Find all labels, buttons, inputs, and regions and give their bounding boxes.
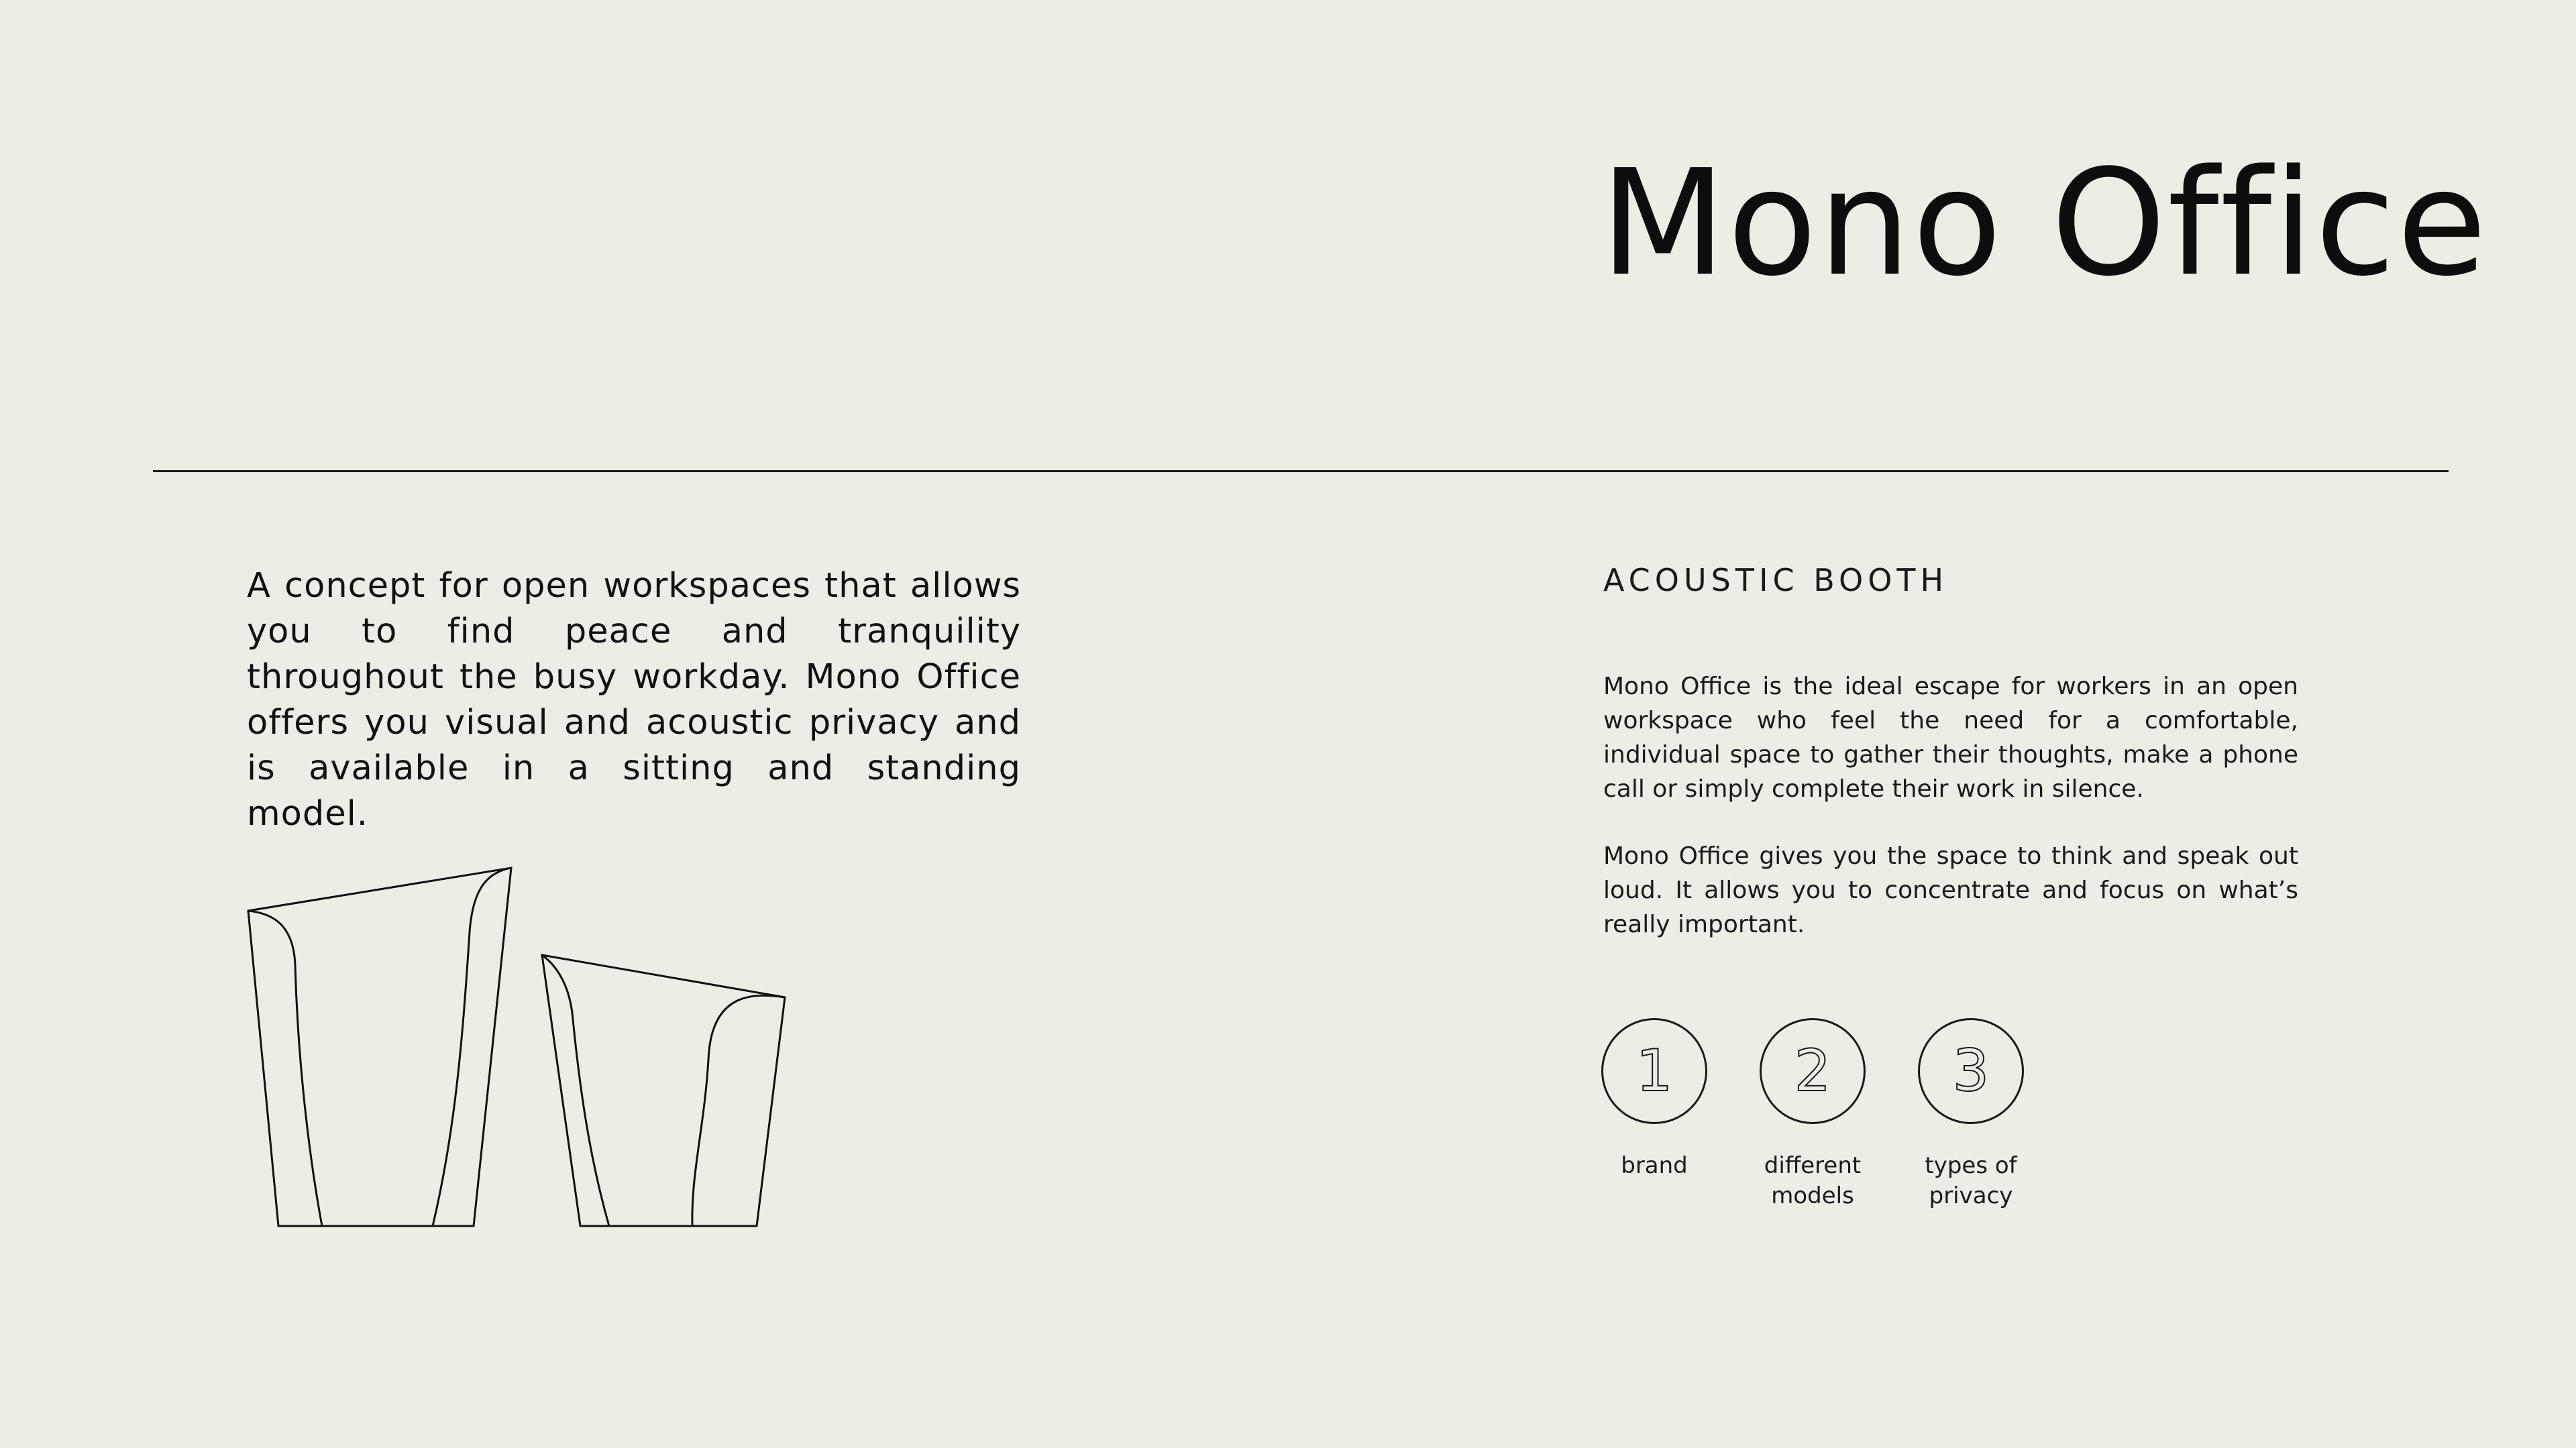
page-title: Mono Office [1600,139,2488,309]
stat-privacy [1870,1018,2072,1211]
stat-label: types of privacy [1925,1152,2017,1209]
standing-booth-outline [248,868,511,1226]
section-heading: ACOUSTIC BOOTH [1603,562,1949,598]
stat-label: different models [1764,1152,1862,1209]
stat-circle [1918,1018,2024,1124]
stat-label: brand [1621,1152,1688,1179]
stat-number: 2 [1794,1038,1831,1105]
description-paragraph-2: Mono Office gives you the space to think and speak out loud. It allows you to concentrate and focus on what’s really important. [1603,842,2298,938]
description-paragraph-1: Mono Office is the ideal escape for workers in an open workspace who feel the need for a comfortable, individual space to gather their thoughts, make a phone call or simply complete their work in silence. [1603,673,2298,803]
stat-circle [1760,1018,1866,1124]
booth-illustration [241,858,805,1234]
horizontal-divider [153,470,2449,472]
sitting-booth-outline [542,955,785,1226]
stat-number: 3 [1952,1038,1990,1105]
stat-circle [1601,1018,1707,1124]
stat-number: 1 [1635,1038,1673,1105]
intro-paragraph: A concept for open workspaces that allows you to find peace and tranquility throughout the busy workday. Mono Office offers you visual and acoustic privacy and is available in a sitting and standing model. [247,566,1021,834]
